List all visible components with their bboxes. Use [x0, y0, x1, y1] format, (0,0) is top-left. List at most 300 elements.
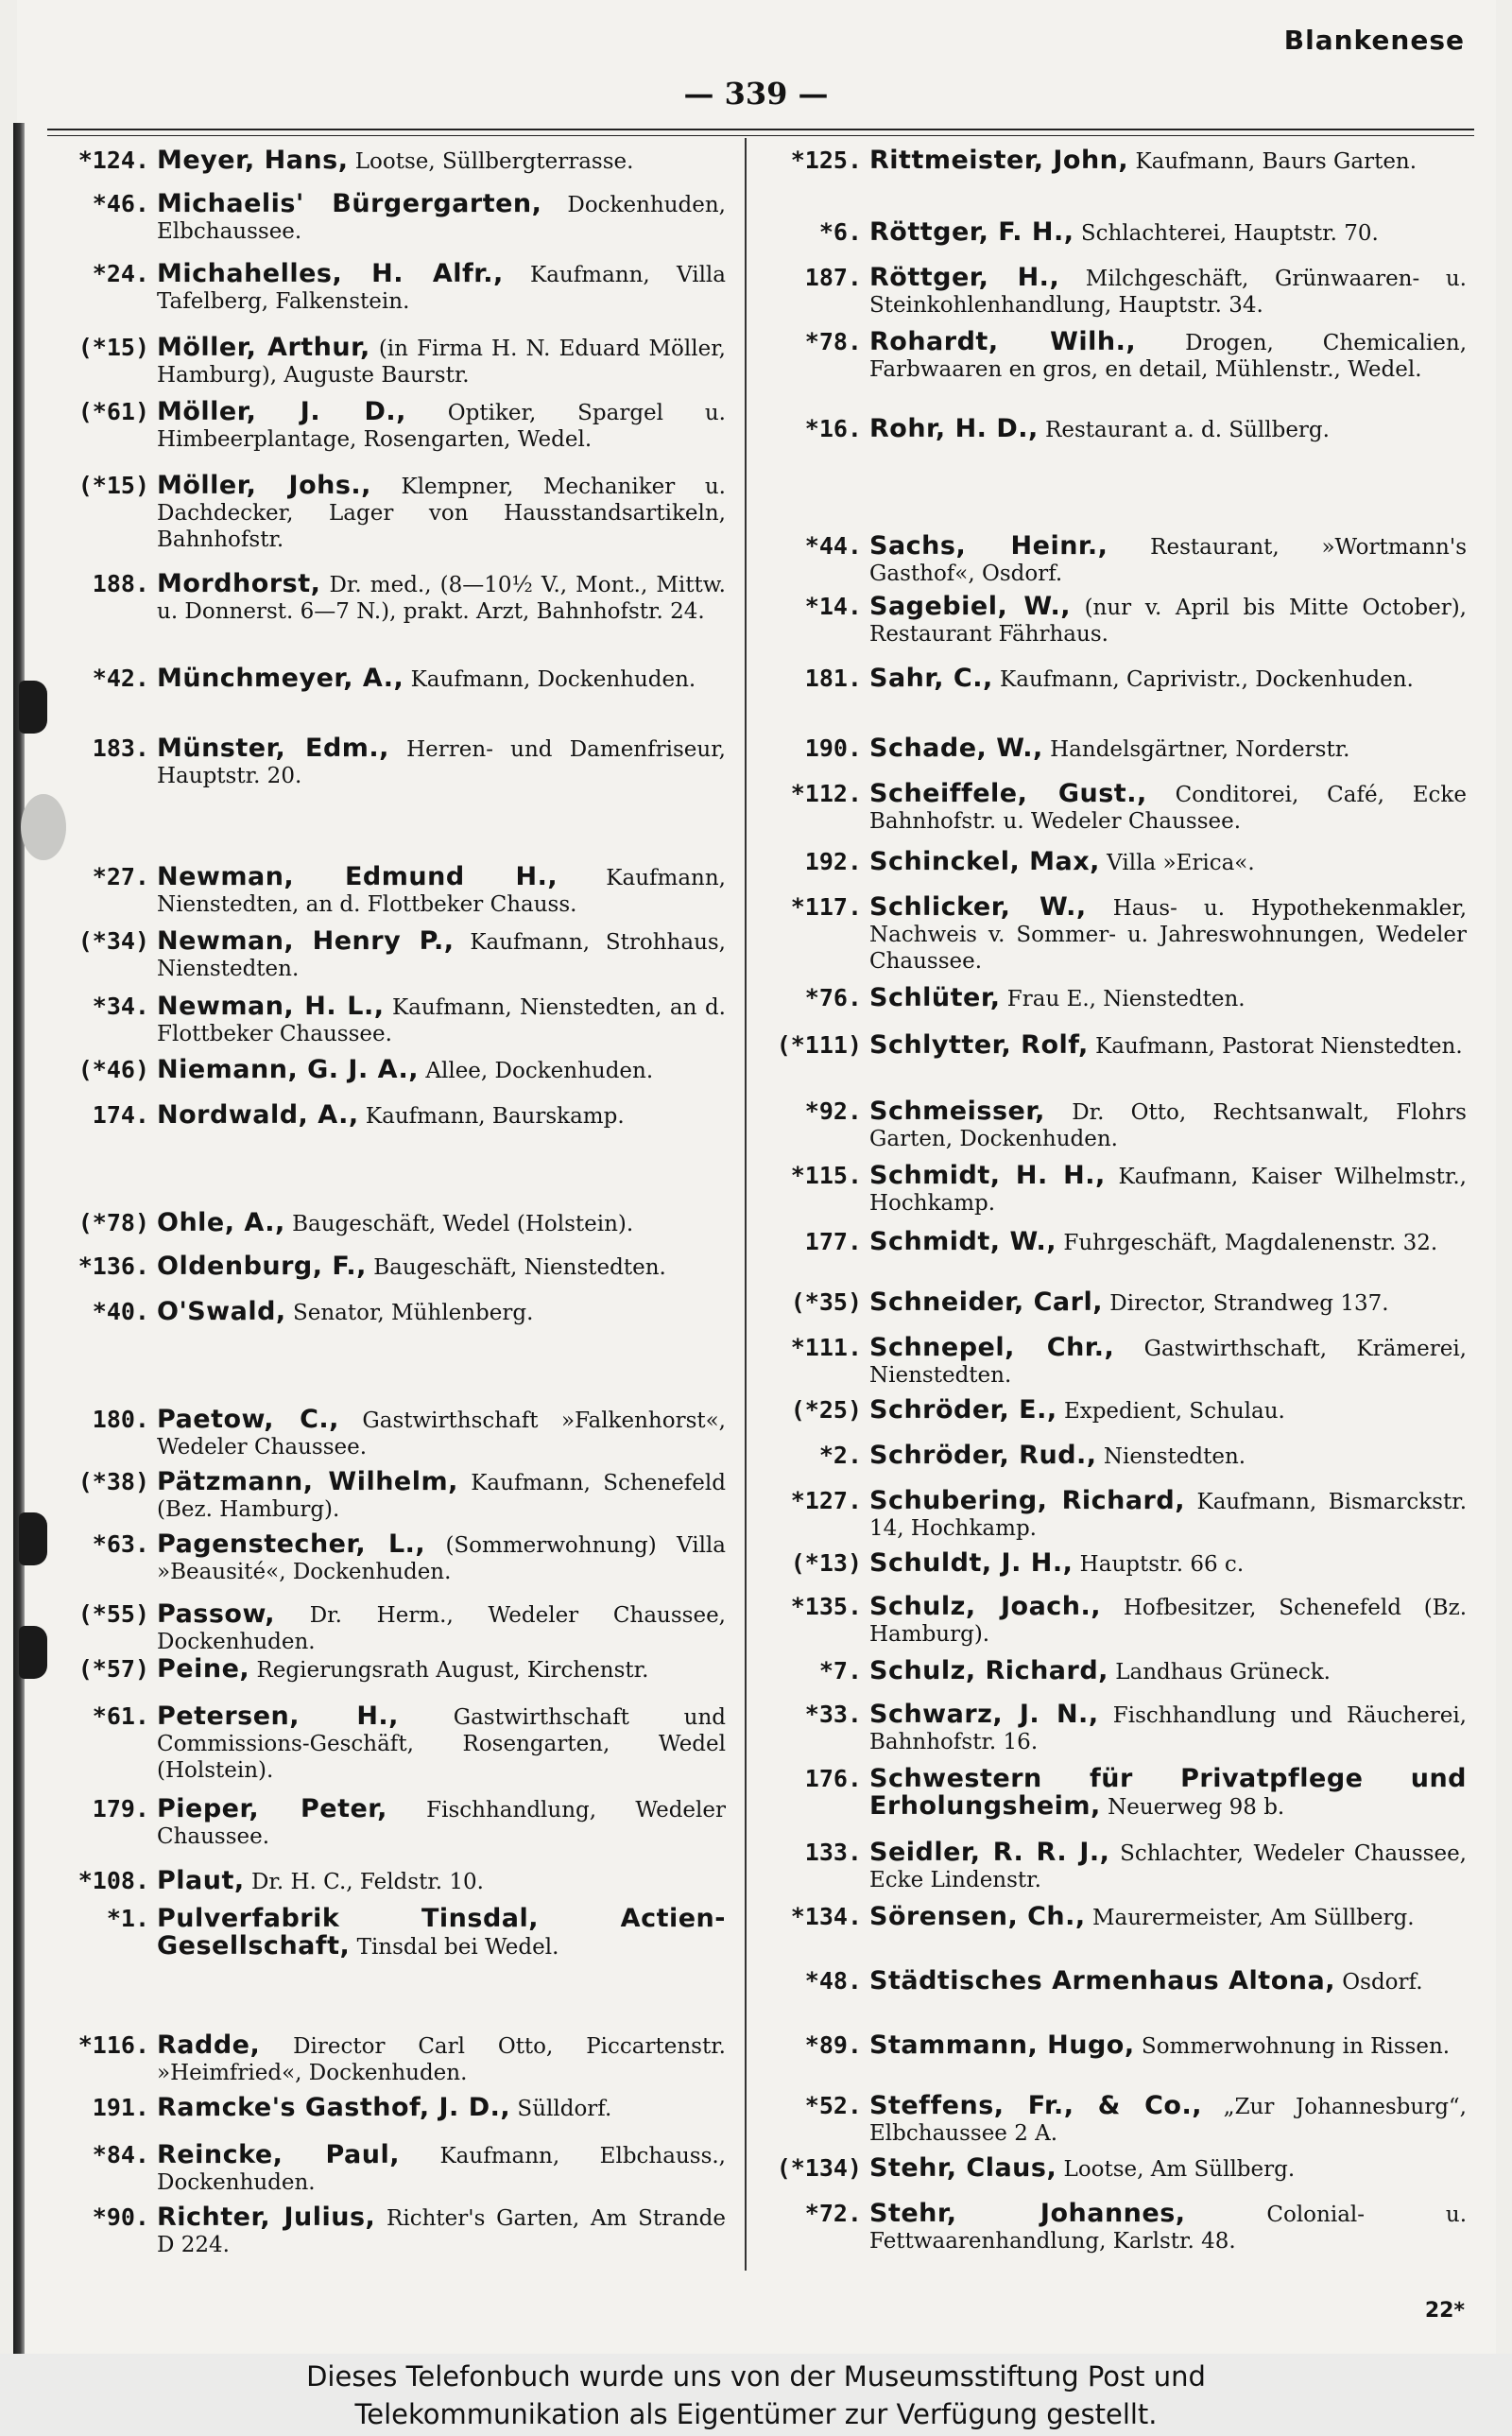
- entry-text: [157, 1299, 726, 1326]
- directory-entry: [55, 735, 726, 789]
- entry-number: *40.: [92, 1298, 149, 1325]
- footer-line-2: Telekommunikation als Eigentümer zur Verfügung gestellt.: [354, 2398, 1158, 2430]
- entry-description: Osdorf.: [1334, 1970, 1423, 1995]
- entry-description: Colonial- u. Fettwaarenhandlung, Karlstr. 48.: [869, 2203, 1468, 2254]
- directory-entry: [55, 473, 726, 553]
- entry-number: *7.: [818, 1657, 862, 1684]
- entry-name: Seidler, R. R. J.,: [869, 1838, 1110, 1867]
- directory-entry: [55, 1868, 726, 1895]
- directory-entry: [767, 1443, 1467, 1470]
- entry-text: [869, 849, 1467, 876]
- directory-entry: [767, 1594, 1467, 1648]
- entry-name: Rohardt, Wilh.,: [869, 327, 1137, 356]
- directory-entry: [767, 329, 1467, 383]
- entry-text: [157, 1057, 726, 1084]
- entry-name: Schlicker, W.,: [869, 892, 1087, 922]
- entry-description: Nienstedten.: [1096, 1444, 1246, 1469]
- entry-text: [869, 1702, 1467, 1755]
- directory-entry: [55, 1906, 726, 1961]
- entry-number: *6.: [818, 218, 862, 246]
- entry-text: [869, 1032, 1467, 1060]
- entry-description: „Zur Johannesburg“, Elbchaussee 2 A.: [869, 2095, 1467, 2146]
- directory-entry: [55, 1253, 726, 1281]
- entry-name: Pieper, Peter,: [157, 1794, 387, 1823]
- copyright-footer: [0, 2354, 1512, 2436]
- entry-name: Schlüter,: [869, 983, 1001, 1012]
- entry-description: Tinsdal bei Wedel.: [350, 1935, 559, 1960]
- entry-name: Nordwald, A.,: [157, 1100, 359, 1130]
- entry-number: 192.: [804, 848, 862, 875]
- directory-entry: [767, 1229, 1467, 1256]
- binding-spine: [13, 123, 25, 2354]
- entry-number: *61.: [92, 1702, 149, 1730]
- entry-text: [869, 1098, 1467, 1152]
- directory-entry: [55, 993, 726, 1047]
- entry-name: Münchmeyer, A.,: [157, 664, 404, 693]
- directory-entry: [767, 1658, 1467, 1685]
- entry-name: Reincke, Paul,: [157, 2140, 400, 2169]
- running-head: Blankenese: [1283, 25, 1465, 56]
- entry-number: *89.: [804, 2031, 862, 2059]
- entry-number: 190.: [804, 734, 862, 762]
- entry-name: Passow,: [157, 1599, 275, 1629]
- entry-number: *111.: [790, 1334, 862, 1361]
- entry-number: *44.: [804, 532, 862, 560]
- entry-name: Radde,: [157, 2030, 261, 2060]
- entry-text: [869, 781, 1467, 835]
- entry-number: 188.: [92, 570, 149, 597]
- entry-number: 183.: [92, 734, 149, 762]
- directory-entry: [55, 399, 726, 453]
- entry-number: *42.: [92, 665, 149, 692]
- entry-name: Steffens, Fr., & Co.,: [869, 2091, 1202, 2120]
- entry-text: [869, 735, 1467, 763]
- entry-text: [157, 399, 726, 453]
- directory-entry: [767, 1397, 1467, 1425]
- entry-description: Dockenhuden, Elbchaussee.: [157, 193, 726, 244]
- header-rule: [47, 129, 1474, 136]
- entry-name: Röttger, H.,: [869, 263, 1060, 292]
- entry-number: (*55): [77, 1600, 149, 1628]
- directory-entry: [767, 2093, 1467, 2147]
- entry-number: *134.: [790, 1903, 862, 1930]
- directory-entry: [55, 928, 726, 982]
- entry-name: Sachs, Heinr.,: [869, 531, 1108, 561]
- entry-name: Scheiffele, Gust.,: [869, 779, 1147, 808]
- entry-number: *2.: [818, 1442, 862, 1469]
- entry-description: Drogen, Chemicalien, Farbwaaren en gros, en detail, Mühlenstr., Wedel.: [869, 331, 1468, 382]
- entry-description: Kaufmann, Bismarckstr. 14, Hochkamp.: [869, 1490, 1468, 1541]
- entry-text: [869, 2093, 1467, 2147]
- directory-entry: [55, 2204, 726, 2258]
- entry-name: Rittmeister, John,: [869, 146, 1129, 175]
- entry-text: [869, 533, 1467, 587]
- entry-text: [157, 1703, 726, 1784]
- entry-description: Kaufmann, Dockenhuden.: [404, 667, 696, 692]
- entry-name: Michahelles, H. Alfr.,: [157, 259, 504, 288]
- entry-text: [869, 219, 1467, 247]
- directory-entry: [55, 1703, 726, 1784]
- directory-entry: [767, 1289, 1467, 1317]
- entry-text: [869, 1766, 1467, 1821]
- page-signature: 22*: [1424, 2299, 1465, 2323]
- entry-description: Schlachterei, Hauptstr. 70.: [1074, 221, 1379, 246]
- entry-text: [869, 329, 1467, 383]
- entry-number: *125.: [790, 147, 862, 174]
- entry-description: Kaufmann, Nienstedten, an d. Flottbeker Chauss.: [157, 866, 726, 917]
- directory-entry: [767, 147, 1467, 175]
- entry-number: 181.: [804, 665, 862, 692]
- entry-name: Möller, J. D.,: [157, 397, 406, 426]
- entry-description: Regierungsrath August, Kirchenstr.: [249, 1658, 649, 1683]
- entry-number: *124.: [77, 147, 149, 174]
- entry-text: [157, 335, 726, 389]
- entry-description: Hofbesitzer, Schenefeld (Bz. Hamburg).: [869, 1596, 1468, 1647]
- punch-hole: [21, 794, 66, 860]
- directory-entry: [767, 1098, 1467, 1152]
- entry-name: Schuldt, J. H.,: [869, 1548, 1074, 1578]
- directory-entry: [55, 665, 726, 693]
- entry-description: Lootse, Am Süllberg.: [1057, 2157, 1296, 2182]
- directory-entry: [55, 1531, 726, 1585]
- entry-description: Gastwirthschaft und Commissions-Geschäft, Rosengarten, Wedel (Holstein).: [157, 1705, 726, 1783]
- entry-description: Sommerwohnung in Rissen.: [1134, 2034, 1451, 2059]
- directory-entry: [55, 571, 726, 625]
- entry-name: Schmidt, H. H.,: [869, 1161, 1106, 1190]
- directory-entry: [767, 985, 1467, 1012]
- entry-description: Kaufmann, Schenefeld (Bez. Hamburg).: [157, 1471, 726, 1522]
- entry-description: (Sommerwohnung) Villa »Beausité«, Dockenhuden.: [157, 1533, 726, 1584]
- directory-entry: [767, 1163, 1467, 1217]
- entry-description: Kaufmann, Caprivistr., Dockenhuden.: [992, 667, 1414, 692]
- directory-entry: [767, 533, 1467, 587]
- entry-number: *1.: [106, 1905, 149, 1932]
- entry-description: Director, Strandweg 137.: [1102, 1291, 1389, 1316]
- entry-number: *24.: [92, 260, 149, 287]
- entry-description: Baugeschäft, Nienstedten.: [366, 1255, 666, 1280]
- entry-name: Peine,: [157, 1654, 250, 1684]
- entry-text: [157, 864, 726, 918]
- entry-description: Kaufmann, Elbchauss., Dockenhuden.: [157, 2144, 726, 2195]
- directory-entry: [767, 781, 1467, 835]
- entry-number: 191.: [92, 2094, 149, 2121]
- entry-text: [869, 2201, 1467, 2255]
- directory-entry: [55, 1407, 726, 1460]
- directory-entry: [55, 1796, 726, 1850]
- entry-name: Schulz, Richard,: [869, 1656, 1108, 1685]
- entry-text: [869, 1550, 1467, 1578]
- entry-name: Newman, Henry P.,: [157, 926, 455, 956]
- directory-entry: [55, 1057, 726, 1084]
- entry-name: Schnepel, Chr.,: [869, 1333, 1115, 1362]
- entry-name: Städtisches Armenhaus Altona,: [869, 1966, 1335, 1995]
- entry-number: (*61): [77, 398, 149, 425]
- directory-entry: [767, 416, 1467, 443]
- entry-text: [869, 894, 1467, 975]
- entry-number: *78.: [804, 328, 862, 355]
- entry-name: Richter, Julius,: [157, 2203, 376, 2232]
- entry-text: [157, 2032, 726, 2086]
- entry-number: *117.: [790, 893, 862, 921]
- entry-name: Schmidt, W.,: [869, 1227, 1057, 1256]
- entry-number: *46.: [92, 190, 149, 217]
- entry-text: [869, 1658, 1467, 1685]
- entry-description: Kaufmann, Kaiser Wilhelmstr., Hochkamp.: [869, 1165, 1467, 1216]
- entry-number: 133.: [804, 1839, 862, 1866]
- directory-entry: [767, 1335, 1467, 1389]
- directory-entry: [767, 1032, 1467, 1060]
- entry-description: Handelsgärtner, Norderstr.: [1042, 737, 1350, 762]
- directory-entry: [767, 265, 1467, 319]
- directory-entry: [767, 2155, 1467, 2183]
- entry-number: *34.: [92, 993, 149, 1020]
- entry-description: Gastwirthschaft, Krämerei, Nienstedten.: [869, 1337, 1467, 1388]
- directory-entry: [55, 335, 726, 389]
- entry-number: *115.: [790, 1162, 862, 1189]
- entry-name: Schneider, Carl,: [869, 1287, 1103, 1317]
- entry-name: Schröder, Rud.,: [869, 1441, 1097, 1470]
- entry-text: [869, 265, 1467, 319]
- entry-description: Neuerweg 98 b.: [1100, 1795, 1285, 1820]
- directory-entry: [55, 1299, 726, 1326]
- entry-name: Ohle, A.,: [157, 1208, 285, 1237]
- entry-number: 174.: [92, 1101, 149, 1129]
- directory-entry: [767, 594, 1467, 648]
- entry-name: Schwestern für Privatpflege und Erholungsheim,: [869, 1764, 1467, 1821]
- entry-number: *90.: [92, 2203, 149, 2231]
- directory-entry: [55, 1656, 726, 1684]
- directory-entry: [767, 849, 1467, 876]
- entry-text: [157, 1469, 726, 1523]
- entry-text: [157, 928, 726, 982]
- entry-text: [869, 1163, 1467, 1217]
- directory-entry: [55, 2095, 726, 2122]
- entry-text: [157, 1531, 726, 1585]
- entry-text: [869, 1397, 1467, 1425]
- directory-entry: [55, 147, 726, 175]
- entry-number: *48.: [804, 1967, 862, 1995]
- entry-name: Ramcke's Gasthof, J. D.,: [157, 2093, 511, 2122]
- directory-entry: [767, 2032, 1467, 2060]
- entry-name: Schinckel, Max,: [869, 847, 1100, 876]
- entry-name: Paetow, C.,: [157, 1405, 339, 1434]
- directory-entry: [767, 2201, 1467, 2255]
- entry-name: Möller, Johs.,: [157, 471, 371, 500]
- entry-description: Villa »Erica«.: [1099, 851, 1255, 875]
- entry-name: Petersen, H.,: [157, 1702, 399, 1731]
- entry-text: [157, 735, 726, 789]
- entry-number: *135.: [790, 1593, 862, 1620]
- entry-description: Kaufmann, Pastorat Nienstedten.: [1088, 1034, 1463, 1059]
- entry-text: [157, 261, 726, 315]
- entry-name: Plaut,: [157, 1866, 245, 1895]
- entry-name: Newman, Edmund H.,: [157, 862, 558, 891]
- entry-number: *84.: [92, 2141, 149, 2168]
- entry-description: Hauptstr. 66 c.: [1073, 1552, 1245, 1577]
- entry-number: *33.: [804, 1701, 862, 1728]
- entry-name: Schulz, Joach.,: [869, 1592, 1102, 1621]
- entry-name: Stehr, Claus,: [869, 2153, 1057, 2183]
- entry-description: Kaufmann, Nienstedten, an d. Flottbeker Chaussee.: [157, 995, 726, 1046]
- entry-description: Schlachter, Wedeler Chaussee, Ecke Lindenstr.: [869, 1841, 1467, 1892]
- entry-name: Schade, W.,: [869, 734, 1043, 763]
- entry-name: Möller, Arthur,: [157, 333, 370, 362]
- entry-description: (nur v. April bis Mitte October), Restaurant Fährhaus.: [869, 596, 1467, 647]
- entry-name: Mordhorst,: [157, 569, 321, 598]
- entry-text: [869, 1289, 1467, 1317]
- entry-number: (*15): [77, 334, 149, 361]
- entry-description: Dr. H. C., Feldstr. 10.: [244, 1870, 484, 1894]
- entry-description: Gastwirthschaft »Falkenhorst«, Wedeler Chaussee.: [157, 1408, 726, 1460]
- entry-description: Herren- und Damenfriseur, Hauptstr. 20.: [157, 737, 726, 788]
- entry-number: *63.: [92, 1530, 149, 1558]
- entry-number: (*78): [77, 1209, 149, 1236]
- directory-entry: [55, 1210, 726, 1237]
- entry-number: 187.: [804, 264, 862, 291]
- entry-number: (*13): [790, 1549, 862, 1577]
- entry-text: [869, 1488, 1467, 1542]
- entry-number: *92.: [804, 1097, 862, 1125]
- column-divider: [745, 138, 747, 2271]
- entry-text: [869, 1335, 1467, 1389]
- directory-entry: [55, 864, 726, 918]
- entry-name: Niemann, G. J. A.,: [157, 1055, 420, 1084]
- entry-name: Pulverfabrik Tinsdal, Actien-Gesellschaft,: [157, 1904, 726, 1961]
- entry-description: Dr. Herm., Wedeler Chaussee, Dockenhuden.: [157, 1603, 726, 1654]
- entry-text: [869, 985, 1467, 1012]
- entry-name: Schlytter, Rolf,: [869, 1030, 1089, 1060]
- entry-name: Pätzmann, Wilhelm,: [157, 1467, 458, 1496]
- entry-text: [157, 1796, 726, 1850]
- entry-description: Restaurant, »Wortmann's Gasthof«, Osdorf.: [869, 535, 1467, 586]
- directory-entry: [55, 261, 726, 315]
- entry-description: Kaufmann, Strohhaus, Nienstedten.: [157, 930, 726, 981]
- entry-text: [869, 1229, 1467, 1256]
- entry-text: [157, 1102, 726, 1130]
- entry-description: Fischhandlung, Wedeler Chaussee.: [157, 1798, 727, 1849]
- entry-name: Newman, H. L.,: [157, 992, 385, 1021]
- entry-text: [869, 1904, 1467, 1931]
- binder-clip: [19, 1512, 47, 1565]
- entry-number: *16.: [804, 415, 862, 442]
- entry-description: Conditorei, Café, Ecke Bahnhofstr. u. Wedeler Chaussee.: [869, 783, 1467, 834]
- entry-text: [869, 1968, 1467, 1995]
- directory-entry: [55, 2032, 726, 2086]
- entry-number: *136.: [77, 1253, 149, 1280]
- entry-text: [869, 1594, 1467, 1648]
- entry-number: (*111): [776, 1031, 862, 1059]
- entry-description: Kaufmann, Baurs Garten.: [1128, 149, 1418, 174]
- entry-description: Lootse, Süllbergterrasse.: [348, 149, 634, 174]
- entry-number: (*35): [790, 1288, 862, 1316]
- entry-name: Röttger, F. H.,: [869, 217, 1074, 247]
- entry-number: 176.: [804, 1765, 862, 1792]
- entry-number: *76.: [804, 984, 862, 1011]
- directory-entry: [767, 219, 1467, 247]
- entry-text: [157, 2142, 726, 2196]
- entry-description: Sülldorf.: [510, 2097, 612, 2121]
- directory-entry: [767, 1766, 1467, 1821]
- directory-entry: [767, 1488, 1467, 1542]
- entry-text: [157, 2095, 726, 2122]
- entry-description: Maurermeister, Am Süllberg.: [1085, 1906, 1415, 1930]
- entry-number: (*34): [77, 927, 149, 955]
- entry-text: [157, 571, 726, 625]
- entry-number: *116.: [77, 2031, 149, 2059]
- directory-entry: [767, 1550, 1467, 1578]
- entry-description: Senator, Mühlenberg.: [285, 1301, 534, 1325]
- directory-entry: [55, 191, 726, 245]
- entry-number: (*46): [77, 1056, 149, 1083]
- entry-number: (*38): [77, 1468, 149, 1495]
- page-number: — 339 —: [683, 76, 829, 112]
- entry-description: Dr. Otto, Rechtsanwalt, Flohrs Garten, Dockenhuden.: [869, 1100, 1467, 1151]
- directory-entry: [767, 1840, 1467, 1893]
- entry-name: Sagebiel, W.,: [869, 592, 1071, 621]
- entry-description: Frau E., Nienstedten.: [1000, 987, 1246, 1011]
- entry-text: [157, 147, 726, 175]
- entry-name: Schmeisser,: [869, 1097, 1045, 1126]
- entry-description: Baugeschäft, Wedel (Holstein).: [284, 1212, 634, 1236]
- entry-description: Kaufmann, Baurskamp.: [358, 1104, 625, 1129]
- entry-name: Stammann, Hugo,: [869, 2030, 1135, 2060]
- entry-number: 180.: [92, 1406, 149, 1433]
- entry-text: [157, 1656, 726, 1684]
- entry-text: [157, 1868, 726, 1895]
- directory-entry: [767, 735, 1467, 763]
- entry-description: Fischhandlung und Räucherei, Bahnhofstr. 16.: [869, 1703, 1467, 1754]
- entry-number: *112.: [790, 780, 862, 807]
- directory-entry: [767, 1904, 1467, 1931]
- directory-entry: [767, 1968, 1467, 1995]
- directory-entry: [767, 894, 1467, 975]
- entry-text: [157, 1210, 726, 1237]
- entry-name: Schwarz, J. N.,: [869, 1700, 1099, 1729]
- directory-entry: [767, 665, 1467, 693]
- entry-number: *127.: [790, 1487, 862, 1514]
- entry-number: (*57): [77, 1655, 149, 1683]
- entry-number: *108.: [77, 1867, 149, 1894]
- entry-description: Landhaus Grüneck.: [1108, 1660, 1331, 1684]
- entry-name: Michaelis' Bürgergarten,: [157, 189, 542, 218]
- entry-name: Stehr, Johannes,: [869, 2199, 1186, 2228]
- entry-text: [869, 416, 1467, 443]
- entry-name: Schröder, E.,: [869, 1395, 1057, 1425]
- entry-number: 177.: [804, 1228, 862, 1255]
- entry-number: *14.: [804, 593, 862, 620]
- entry-text: [157, 1601, 726, 1655]
- binder-clip: [19, 1626, 47, 1679]
- entry-name: Meyer, Hans,: [157, 146, 349, 175]
- entry-name: Sahr, C.,: [869, 664, 993, 693]
- entry-description: Milchgeschäft, Grünwaaren- u. Steinkohlenhandlung, Hauptstr. 34.: [869, 267, 1467, 318]
- entry-text: [157, 1253, 726, 1281]
- entry-name: Sörensen, Ch.,: [869, 1902, 1086, 1931]
- entry-text: [157, 1906, 726, 1961]
- directory-entry: [55, 1469, 726, 1523]
- entry-name: Pagenstecher, L.,: [157, 1529, 426, 1559]
- entry-description: Richter's Garten, Am Strande D 224.: [157, 2206, 726, 2257]
- entry-text: [157, 1407, 726, 1460]
- entry-text: [157, 665, 726, 693]
- entry-text: [157, 473, 726, 553]
- entry-text: [869, 147, 1467, 175]
- entry-number: *72.: [804, 2200, 862, 2227]
- entry-description: Haus- u. Hypothekenmakler, Nachweis v. Sommer- u. Jahreswohnungen, Wedeler Chaussee.: [869, 896, 1467, 974]
- entry-description: Kaufmann, Villa Tafelberg, Falkenstein.: [157, 263, 726, 314]
- entry-name: Rohr, H. D.,: [869, 414, 1039, 443]
- entry-text: [869, 594, 1467, 648]
